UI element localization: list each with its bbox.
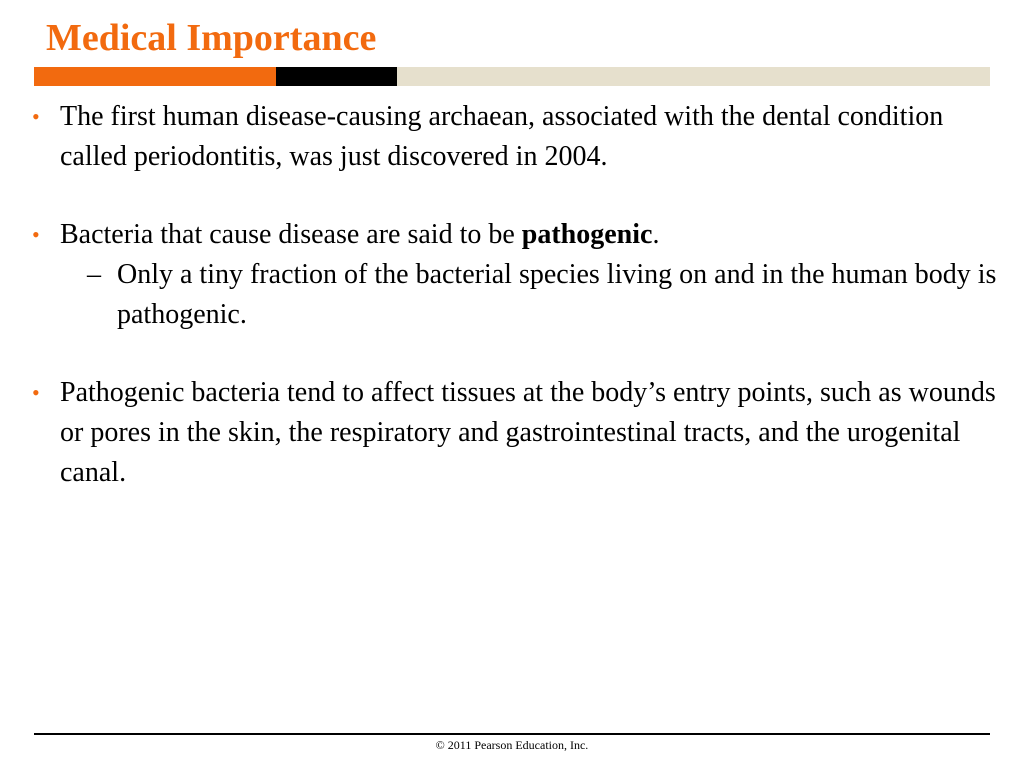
bullet-item (30, 373, 1000, 493)
bullet-marker-icon: • (32, 222, 40, 247)
sub-bullet-item (30, 255, 1000, 335)
title-underline-black (276, 67, 397, 86)
bold-term: pathogenic (521, 219, 653, 250)
bullet-marker-icon: • (32, 104, 40, 129)
bullet-text: The first human disease-causing archaean, associated with the dental condition called periodontitis, was just discovered in 2004. (60, 101, 944, 172)
bullet-item (30, 97, 1000, 177)
sub-bullet-text: Only a tiny fraction of the bacterial species living on and in the human body is pathogenic. (117, 259, 997, 330)
footer-divider (34, 733, 990, 735)
title-underline-orange (34, 67, 276, 86)
dash-marker-icon: – (87, 259, 101, 290)
slide-title: Medical Importance (46, 17, 377, 59)
copyright-footer: © 2011 Pearson Education, Inc. (435, 738, 589, 752)
bullet-text-end: . (652, 219, 660, 250)
bullet-text: Pathogenic bacteria tend to affect tissues at the body’s entry points, such as wounds or pores in the skin, the respiratory and gastrointestinal tracts, and the urogenital canal. (60, 377, 996, 488)
title-underline-beige (397, 67, 990, 86)
bullet-item (30, 215, 1000, 255)
slide-body (30, 97, 1000, 493)
bullet-marker-icon: • (32, 380, 40, 405)
bullet-text: Bacteria that cause disease are said to be (60, 219, 522, 250)
